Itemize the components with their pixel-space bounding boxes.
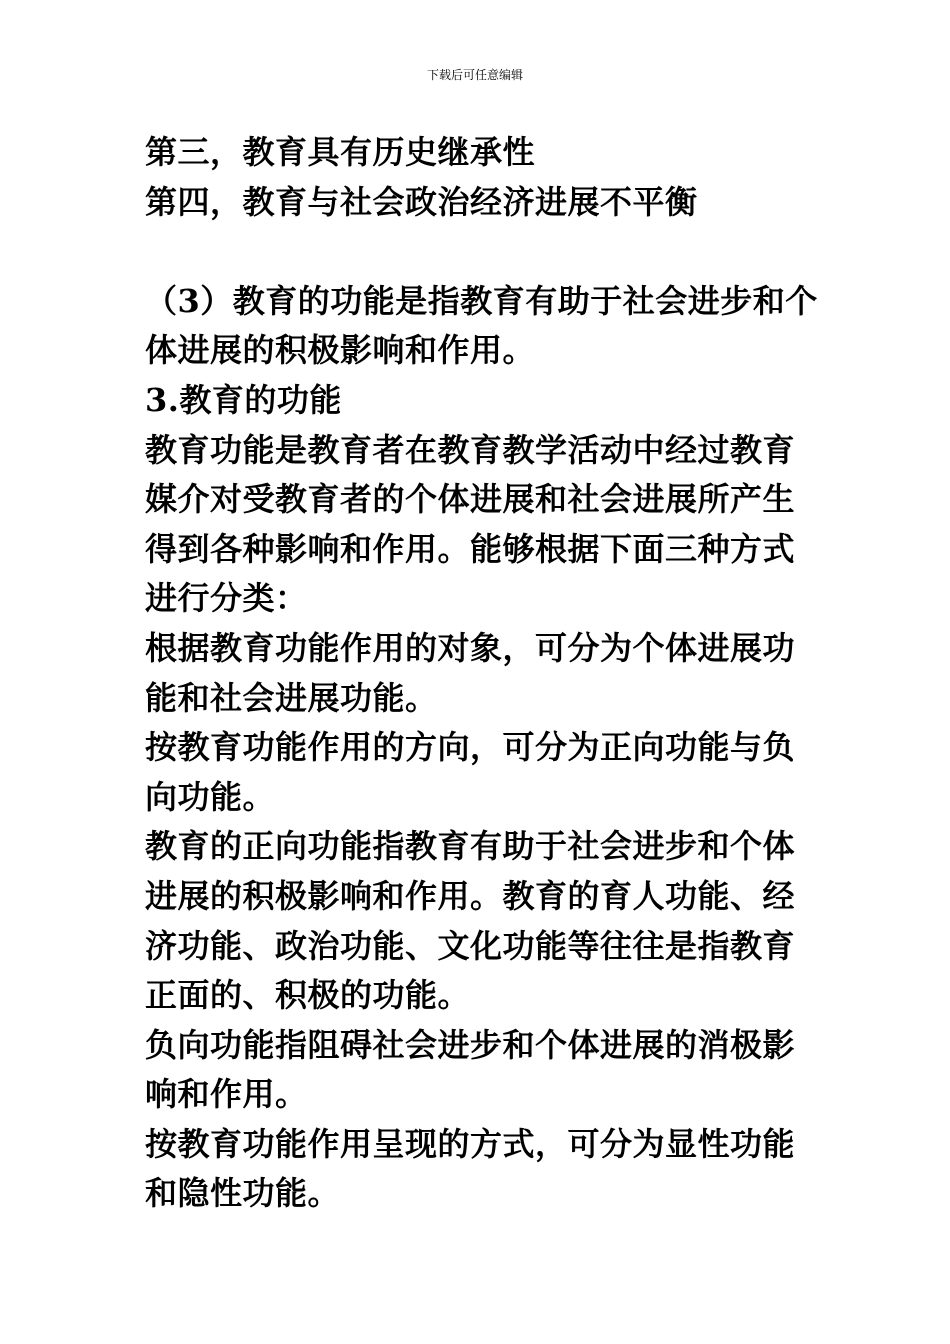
section-heading: 3.教育的功能	[145, 380, 342, 419]
document-body	[145, 128, 825, 1219]
paragraph-positive-function: 教育的正向功能指教育有助于社会进步和个体进展的积极影响和作用。教育的育人功能、经济功能、政治功能、文化功能等往往是指教育正面的、积极的功能。	[145, 827, 796, 1015]
paragraph-third-point: 第三，教育具有历史继承性	[145, 133, 536, 171]
blank-line	[145, 227, 825, 277]
paragraph-function-definition: （3）教育的功能是指教育有助于社会进步和个体进展的积极影响和作用。	[145, 281, 818, 370]
paragraph-by-manifestation: 按教育功能作用呈现的方式，可分为显性功能和隐性功能。	[145, 1124, 796, 1213]
paragraph-negative-function: 负向功能指阻碍社会进步和个体进展的消极影响和作用。	[145, 1025, 796, 1114]
paragraph-function-overview: 教育功能是教育者在教育教学活动中经过教育媒介对受教育者的个体进展和社会进展所产生得到各种影响和作用。能够根据下面三种方式进行分类：	[145, 430, 796, 618]
paragraph-by-direction: 按教育功能作用的方向，可分为正向功能与负向功能。	[145, 728, 796, 816]
header-note: 下载后可任意编辑	[426, 68, 523, 82]
paragraph-fourth-point: 第四，教育与社会政治经济进展不平衡	[145, 182, 698, 221]
paragraph-by-object: 根据教育功能作用的对象，可分为个体进展功能和社会进展功能。	[145, 628, 796, 717]
